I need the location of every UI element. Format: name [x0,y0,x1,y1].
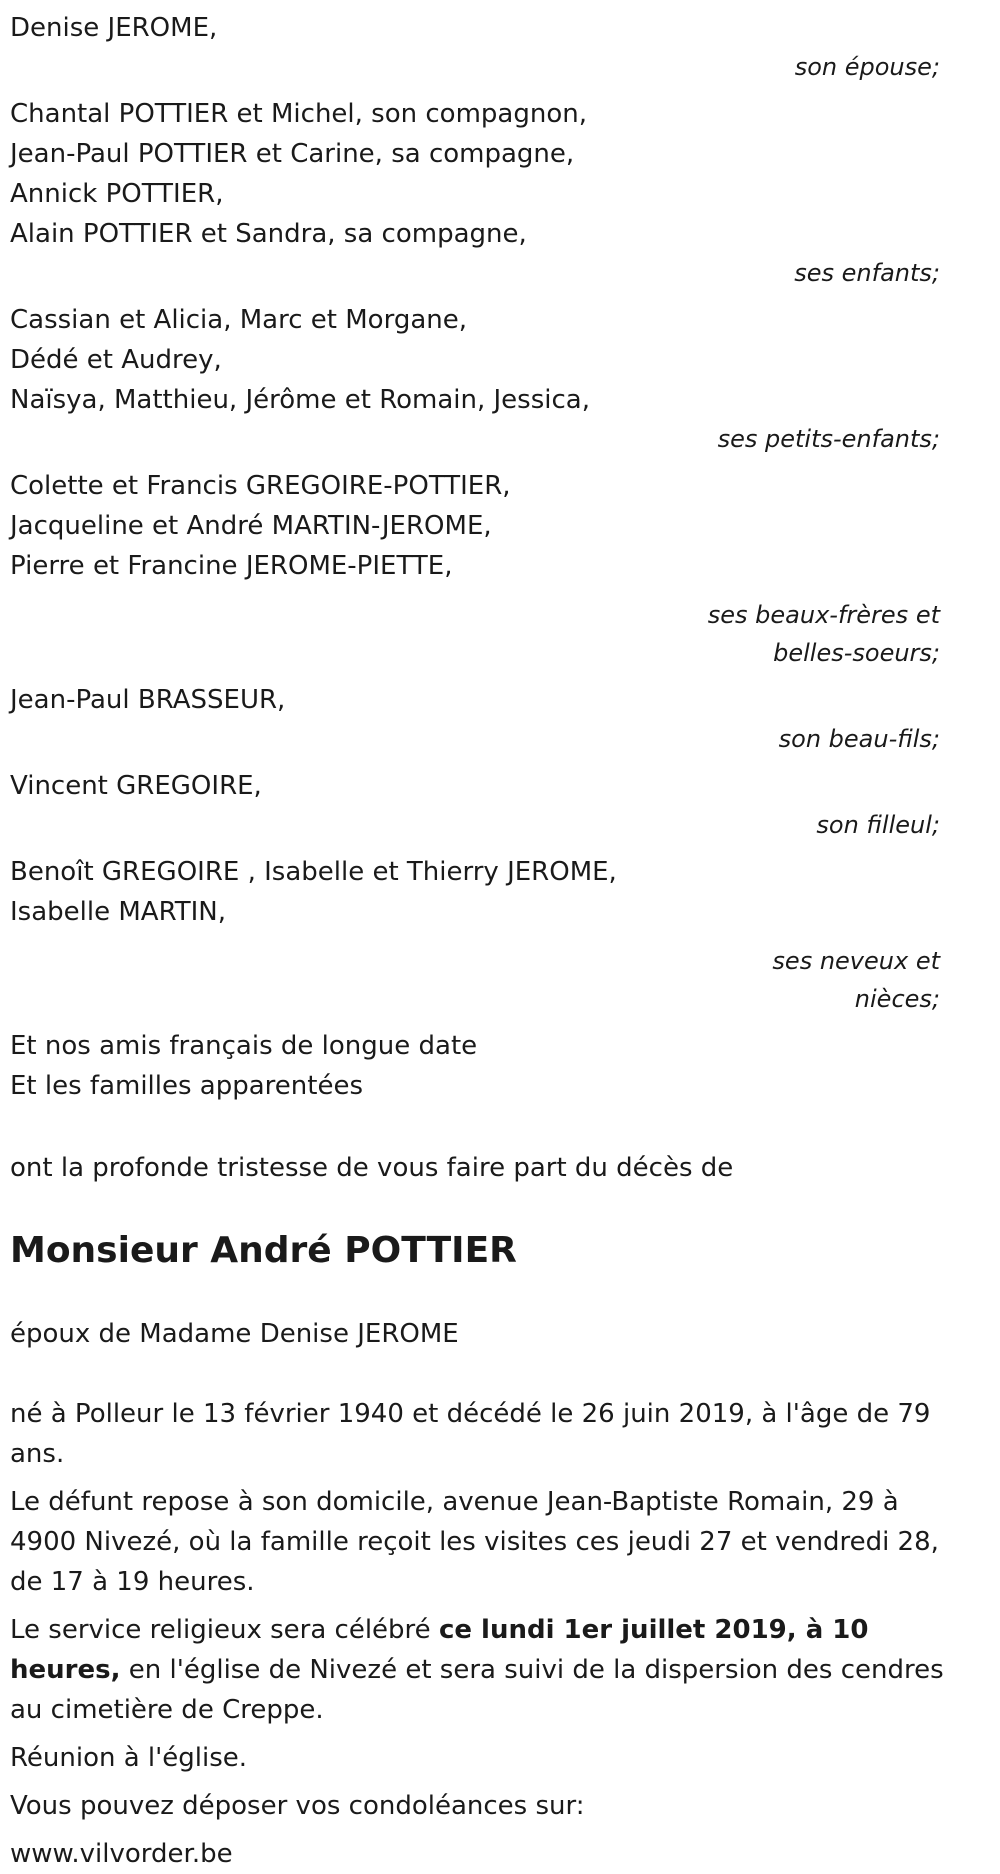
birth-death-text: né à Polleur le 13 février 1940 et décédé le 26 juin 2019, à l'âge de 79 ans. [10,1399,931,1469]
relation-label: son filleul; [816,811,940,839]
family-line: Dédé et Audrey, [10,345,222,375]
service-date-bold: ce lundi 1er juillet 2019, à 10 heures, [10,1615,869,1685]
service-text-before: Le service religieux sera célébré [10,1615,439,1645]
relation-label: ses petits-enfants; [717,425,940,453]
relation-label: belles-soeurs; [773,639,940,667]
family-line: Pierre et Francine JEROME-PIETTE, [10,551,453,581]
family-line: Denise JEROME, [10,13,218,43]
family-line: Benoît GREGOIRE , Isabelle et Thierry JEROME, [10,857,617,887]
family-group-grandchildren [10,300,990,458]
relation-label: son beau-fils; [778,725,940,753]
family-line: Chantal POTTIER et Michel, son compagnon, [10,99,587,129]
family-line: Naïsya, Matthieu, Jérôme et Romain, Jessica, [10,385,590,415]
family-group-spouse [10,8,990,86]
relation-label: ses neveux et [772,947,940,975]
relation-label: son épouse; [794,53,940,81]
family-line: Colette et Francis GREGOIRE-POTTIER, [10,471,511,501]
deceased-name: Monsieur André POTTIER [10,1230,517,1271]
spouse-line: époux de Madame Denise JEROME [10,1319,459,1349]
relation-label: nièces; [854,985,940,1013]
family-line: Isabelle MARTIN, [10,897,227,927]
condolences-text: Vous pouvez déposer vos condoléances sur: [10,1791,585,1821]
family-group-stepson [10,680,990,758]
website-link[interactable]: www.vilvorder.be [10,1839,233,1869]
visitation-text: Le défunt repose à son domicile, avenue Jean-Baptiste Romain, 29 à 4900 Nivezé, où la famille reçoit les visites ces jeudi 27 et vendredi 28, de 17 à 19 heures. [10,1487,939,1597]
family-group-in-laws [10,466,990,672]
family-line: Cassian et Alicia, Marc et Morgane, [10,305,467,335]
relation-label: ses beaux-frères et [707,601,940,629]
family-group-godson [10,766,990,844]
friends-line: Et les familles apparentées [10,1071,364,1101]
friends-group [10,1026,990,1106]
family-group-nephews-nieces [10,852,990,1018]
reunion-text: Réunion à l'église. [10,1743,248,1773]
family-line: Jean-Paul POTTIER et Carine, sa compagne, [10,139,575,169]
family-line: Jean-Paul BRASSEUR, [10,685,286,715]
family-line: Annick POTTIER, [10,179,224,209]
service-text [10,1610,950,1730]
relation-label: ses enfants; [794,259,940,287]
friends-line: Et nos amis français de longue date [10,1031,478,1061]
family-group-children [10,94,990,292]
family-line: Vincent GREGOIRE, [10,771,262,801]
family-line: Alain POTTIER et Sandra, sa compagne, [10,219,527,249]
family-line: Jacqueline et André MARTIN-JEROME, [10,511,492,541]
service-text-after: en l'église de Nivezé et sera suivi de la dispersion des cendres au cimetière de Creppe. [10,1655,944,1725]
announcement-text: ont la profonde tristesse de vous faire part du décès de [10,1153,734,1183]
